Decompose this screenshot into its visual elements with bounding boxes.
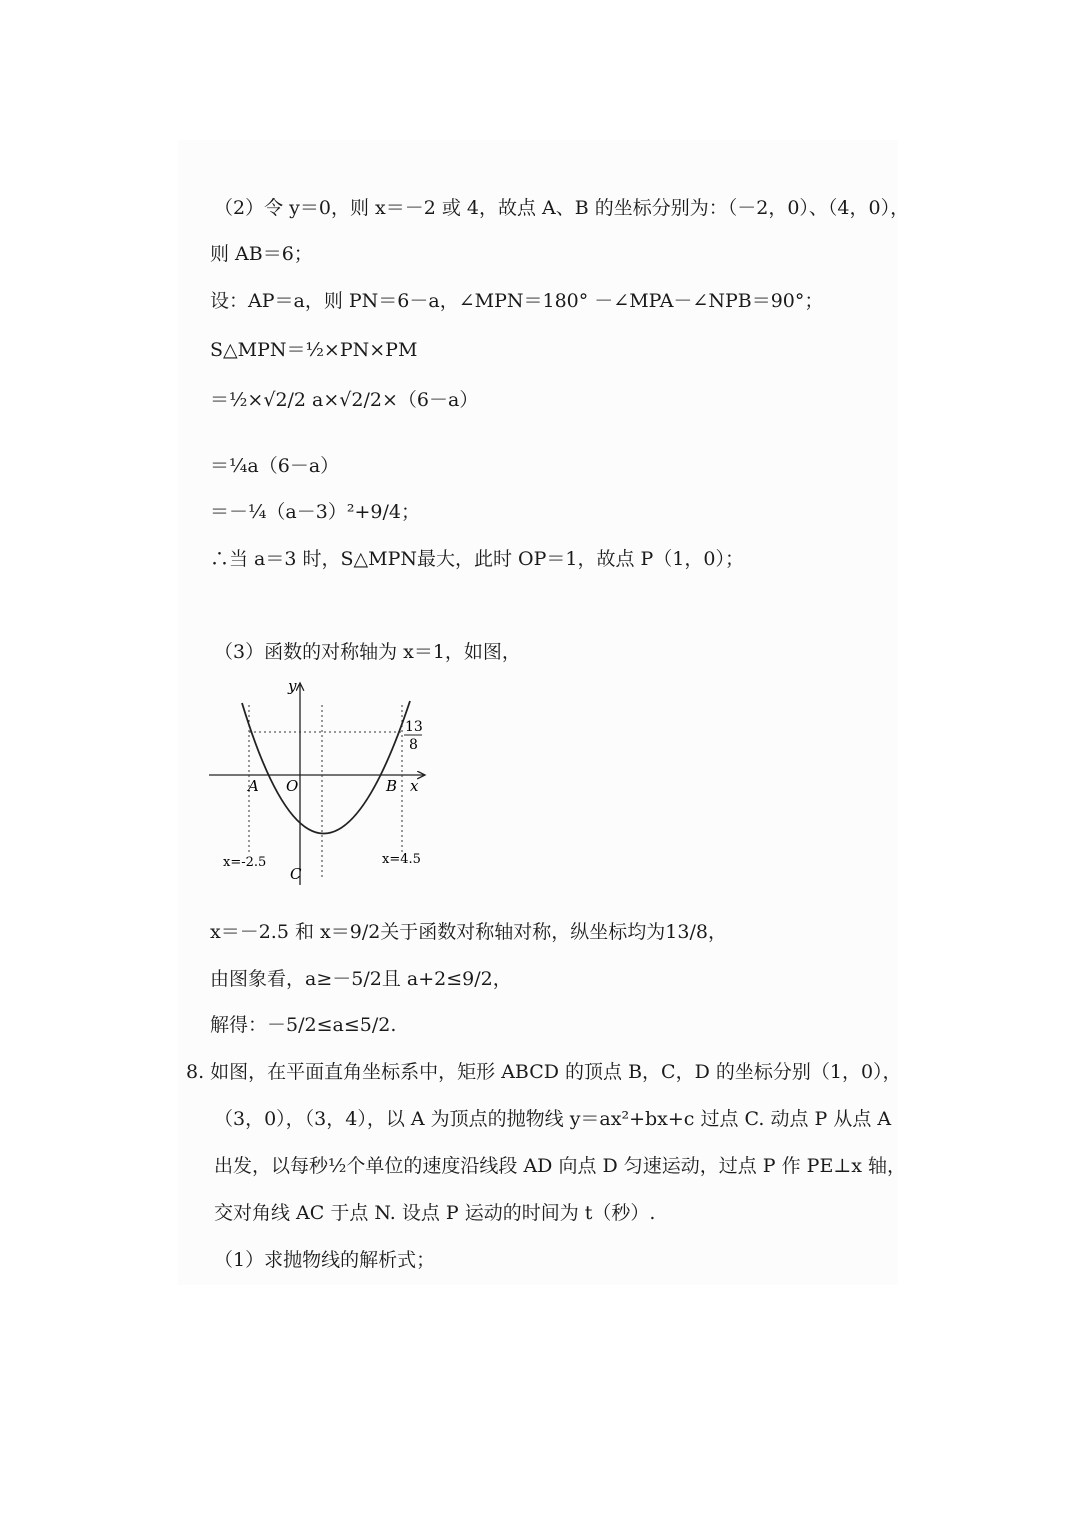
part3-line-2: x＝－2.5 和 x＝9/2关于函数对称轴对称，纵坐标均为13/8， <box>210 921 727 943</box>
fraction-numerator: 13 <box>405 719 423 735</box>
q8-line-4: 交对角线 AC 于点 N. 设点 P 运动的时间为 t（秒）. <box>214 1202 656 1224</box>
q8-line-2: （3，0），（3，4），以 A 为顶点的抛物线 y＝ax²+bx+c 过点 C. 动点 P 从点 A <box>214 1108 892 1130</box>
left-line-label: x=-2.5 <box>223 855 267 870</box>
part3-line-3: 由图象看，a≥－5/2且 a+2≤9/2， <box>210 968 512 990</box>
q8-line-1: 8. 如图，在平面直角坐标系中，矩形 ABCD 的顶点 B，C，D 的坐标分别（1，0）， <box>186 1061 902 1083</box>
right-line-label: x=4.5 <box>382 852 421 867</box>
part2-line-2: 则 AB＝6； <box>210 243 313 265</box>
point-c-label: C <box>290 865 302 883</box>
point-a-label: A <box>248 777 259 795</box>
origin-label: O <box>286 777 299 795</box>
part2-line-1: （2）令 y＝0，则 x＝－2 或 4，故点 A、B 的坐标分别为：（－2，0）、（4，0）， <box>214 197 910 219</box>
y-axis-label: y <box>288 677 297 695</box>
parabola-curve <box>242 701 410 834</box>
part3-line-4: 解得：－5/2≤a≤5/2. <box>210 1014 397 1036</box>
fraction-denominator: 8 <box>409 737 418 753</box>
q8-line-5: （1）求抛物线的解析式； <box>214 1249 436 1271</box>
part2-line-3: 设：AP＝a，则 PN＝6－a，∠MPN＝180° －∠MPA－∠NPB＝90°； <box>210 290 824 312</box>
parabola-graph <box>205 675 435 895</box>
part2-line-8: ∴当 a＝3 时，S△MPN最大，此时 OP＝1，故点 P（1，0）； <box>210 548 744 570</box>
part3-line-1: （3）函数的对称轴为 x＝1，如图， <box>214 641 521 663</box>
part2-line-4: S△MPN＝½×PN×PM <box>210 339 418 361</box>
part2-line-6: ＝¼a（6－a） <box>210 455 340 477</box>
part2-line-5: ＝½×√2/2 a×√2/2×（6－a） <box>210 389 479 411</box>
q8-line-3: 出发，以每秒½个单位的速度沿线段 AD 向点 D 匀速运动，过点 P 作 PE⊥x 轴， <box>214 1155 906 1177</box>
part2-line-7: ＝－¼（a－3）²+9/4； <box>210 501 420 523</box>
x-axis-label: x <box>410 777 419 795</box>
point-b-label: B <box>386 777 398 795</box>
